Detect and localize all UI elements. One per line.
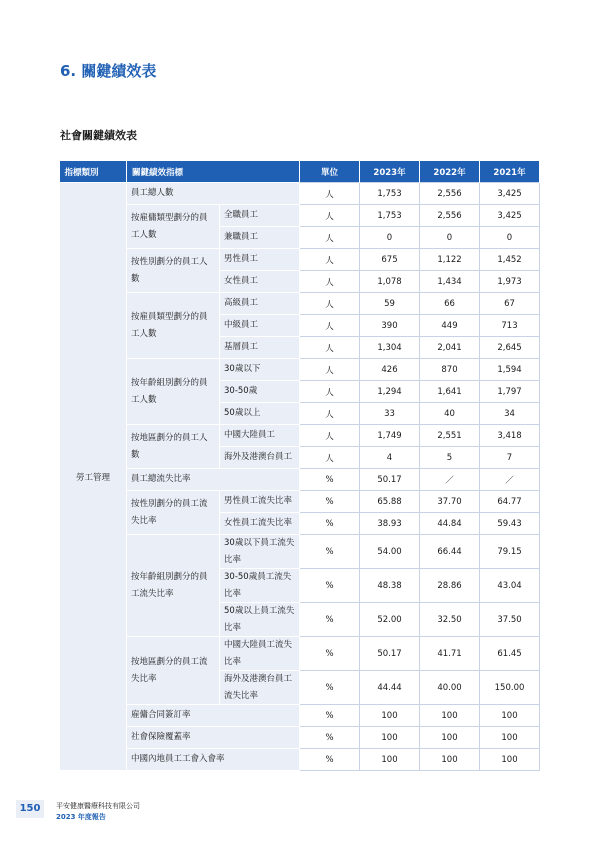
value-2023: 52.00 bbox=[360, 603, 420, 637]
sub-indicator-label: 中國大陸員工 bbox=[220, 425, 300, 447]
table-row bbox=[60, 491, 540, 513]
sub-indicator-label: 海外及港澳台員工 bbox=[220, 447, 300, 469]
unit-cell: 人 bbox=[300, 293, 360, 315]
table-header-row bbox=[60, 161, 540, 183]
table-row bbox=[60, 183, 540, 205]
value-2022: 40 bbox=[420, 403, 480, 425]
table-row bbox=[60, 705, 540, 727]
header-2021: 2021年 bbox=[480, 161, 540, 183]
unit-cell: % bbox=[300, 637, 360, 671]
unit-cell: 人 bbox=[300, 227, 360, 249]
value-2022: 100 bbox=[420, 749, 480, 771]
table-row bbox=[60, 727, 540, 749]
group-label: 按雇員類型劃分的員工人數 bbox=[127, 293, 220, 359]
value-2021: 0 bbox=[480, 227, 540, 249]
value-2021: 64.77 bbox=[480, 491, 540, 513]
value-2023: 1,078 bbox=[360, 271, 420, 293]
value-2021: 100 bbox=[480, 749, 540, 771]
value-2022: 0 bbox=[420, 227, 480, 249]
table-row bbox=[60, 359, 540, 381]
unit-cell: 人 bbox=[300, 271, 360, 293]
table-row bbox=[60, 293, 540, 315]
sub-indicator-label: 全職員工 bbox=[220, 205, 300, 227]
value-2021: 1,452 bbox=[480, 249, 540, 271]
footer-report-name: 2023 年度報告 bbox=[56, 813, 106, 821]
unit-cell: % bbox=[300, 569, 360, 603]
unit-cell: 人 bbox=[300, 315, 360, 337]
unit-cell: 人 bbox=[300, 249, 360, 271]
value-2023: 1,304 bbox=[360, 337, 420, 359]
sub-indicator-label: 兼職員工 bbox=[220, 227, 300, 249]
value-2021: 34 bbox=[480, 403, 540, 425]
value-2022: 100 bbox=[420, 727, 480, 749]
value-2022: 40.00 bbox=[420, 671, 480, 705]
value-2022: ／ bbox=[420, 469, 480, 491]
group-label: 按性別劃分的員工人數 bbox=[127, 249, 220, 293]
value-2022: 37.70 bbox=[420, 491, 480, 513]
unit-cell: 人 bbox=[300, 381, 360, 403]
value-2021: 2,645 bbox=[480, 337, 540, 359]
value-2021: 37.50 bbox=[480, 603, 540, 637]
value-2021: 1,973 bbox=[480, 271, 540, 293]
unit-cell: 人 bbox=[300, 403, 360, 425]
value-2023: 59 bbox=[360, 293, 420, 315]
unit-cell: 人 bbox=[300, 337, 360, 359]
sub-indicator-label: 中國大陸員工流失比率 bbox=[220, 637, 300, 671]
value-2021: 7 bbox=[480, 447, 540, 469]
value-2022: 100 bbox=[420, 705, 480, 727]
indicator-label: 雇傭合同簽訂率 bbox=[127, 705, 300, 727]
value-2023: 390 bbox=[360, 315, 420, 337]
value-2023: 426 bbox=[360, 359, 420, 381]
value-2022: 28.86 bbox=[420, 569, 480, 603]
value-2021: 100 bbox=[480, 727, 540, 749]
table-row bbox=[60, 469, 540, 491]
value-2021: 59.43 bbox=[480, 513, 540, 535]
group-label: 按年齡組別劃分的員工流失比率 bbox=[127, 535, 220, 637]
value-2023: 4 bbox=[360, 447, 420, 469]
unit-cell: % bbox=[300, 513, 360, 535]
unit-cell: % bbox=[300, 705, 360, 727]
sub-indicator-label: 30歲以下員工流失比率 bbox=[220, 535, 300, 569]
indicator-label: 中國內地員工工會入會率 bbox=[127, 749, 300, 771]
unit-cell: % bbox=[300, 749, 360, 771]
value-2023: 1,294 bbox=[360, 381, 420, 403]
value-2023: 1,753 bbox=[360, 205, 420, 227]
value-2021: 79.15 bbox=[480, 535, 540, 569]
value-2021: 3,418 bbox=[480, 425, 540, 447]
page-number: 150 bbox=[16, 800, 44, 818]
value-2022: 2,556 bbox=[420, 183, 480, 205]
sub-indicator-label: 50歲以上 bbox=[220, 403, 300, 425]
value-2022: 870 bbox=[420, 359, 480, 381]
sub-indicator-label: 女性員工 bbox=[220, 271, 300, 293]
value-2022: 2,556 bbox=[420, 205, 480, 227]
header-2022: 2022年 bbox=[420, 161, 480, 183]
value-2023: 675 bbox=[360, 249, 420, 271]
sub-indicator-label: 30-50歲 bbox=[220, 381, 300, 403]
value-2021: 3,425 bbox=[480, 205, 540, 227]
value-2022: 41.71 bbox=[420, 637, 480, 671]
group-label: 按性別劃分的員工流失比率 bbox=[127, 491, 220, 535]
footer-company-name: 平安健康醫療科技有限公司 bbox=[56, 802, 140, 810]
indicator-label: 員工總人數 bbox=[127, 183, 300, 205]
value-2022: 66 bbox=[420, 293, 480, 315]
value-2022: 32.50 bbox=[420, 603, 480, 637]
value-2021: 713 bbox=[480, 315, 540, 337]
table-subtitle: 社會關鍵績效表 bbox=[60, 129, 137, 142]
unit-cell: 人 bbox=[300, 183, 360, 205]
value-2023: 38.93 bbox=[360, 513, 420, 535]
sub-indicator-label: 基層員工 bbox=[220, 337, 300, 359]
value-2023: 0 bbox=[360, 227, 420, 249]
category-cell: 勞工管理 bbox=[60, 183, 127, 771]
header-2023: 2023年 bbox=[360, 161, 420, 183]
value-2023: 1,753 bbox=[360, 183, 420, 205]
sub-indicator-label: 女性員工流失比率 bbox=[220, 513, 300, 535]
value-2022: 1,122 bbox=[420, 249, 480, 271]
indicator-label: 社會保險覆蓋率 bbox=[127, 727, 300, 749]
value-2023: 100 bbox=[360, 749, 420, 771]
value-2021: ／ bbox=[480, 469, 540, 491]
value-2023: 44.44 bbox=[360, 671, 420, 705]
value-2023: 1,749 bbox=[360, 425, 420, 447]
value-2022: 44.84 bbox=[420, 513, 480, 535]
unit-cell: % bbox=[300, 535, 360, 569]
group-label: 按地區劃分的員工人數 bbox=[127, 425, 220, 469]
sub-indicator-label: 男性員工 bbox=[220, 249, 300, 271]
value-2021: 3,425 bbox=[480, 183, 540, 205]
kpi-table bbox=[59, 161, 540, 771]
value-2022: 5 bbox=[420, 447, 480, 469]
unit-cell: 人 bbox=[300, 205, 360, 227]
value-2021: 1,594 bbox=[480, 359, 540, 381]
unit-cell: % bbox=[300, 469, 360, 491]
sub-indicator-label: 50歲以上員工流失比率 bbox=[220, 603, 300, 637]
value-2023: 33 bbox=[360, 403, 420, 425]
group-label: 按年齡組別劃分的員工人數 bbox=[127, 359, 220, 425]
value-2022: 1,434 bbox=[420, 271, 480, 293]
indicator-label: 員工總流失比率 bbox=[127, 469, 300, 491]
value-2021: 150.00 bbox=[480, 671, 540, 705]
header-unit: 單位 bbox=[300, 161, 360, 183]
value-2022: 2,041 bbox=[420, 337, 480, 359]
table-row bbox=[60, 637, 540, 671]
sub-indicator-label: 中級員工 bbox=[220, 315, 300, 337]
value-2023: 65.88 bbox=[360, 491, 420, 513]
value-2022: 2,551 bbox=[420, 425, 480, 447]
unit-cell: 人 bbox=[300, 359, 360, 381]
unit-cell: 人 bbox=[300, 425, 360, 447]
unit-cell: % bbox=[300, 603, 360, 637]
group-label: 按雇傭類型劃分的員工人數 bbox=[127, 205, 220, 249]
header-category: 指標類別 bbox=[60, 161, 127, 183]
sub-indicator-label: 30-50歲員工流失比率 bbox=[220, 569, 300, 603]
unit-cell: % bbox=[300, 727, 360, 749]
value-2023: 100 bbox=[360, 727, 420, 749]
unit-cell: 人 bbox=[300, 447, 360, 469]
table-row bbox=[60, 425, 540, 447]
value-2022: 1,641 bbox=[420, 381, 480, 403]
value-2022: 449 bbox=[420, 315, 480, 337]
sub-indicator-label: 30歲以下 bbox=[220, 359, 300, 381]
value-2021: 61.45 bbox=[480, 637, 540, 671]
sub-indicator-label: 高級員工 bbox=[220, 293, 300, 315]
value-2021: 43.04 bbox=[480, 569, 540, 603]
value-2021: 100 bbox=[480, 705, 540, 727]
value-2023: 54.00 bbox=[360, 535, 420, 569]
value-2023: 50.17 bbox=[360, 469, 420, 491]
section-title: 6. 關鍵績效表 bbox=[60, 62, 157, 80]
header-indicator: 關鍵績效指標 bbox=[127, 161, 300, 183]
value-2023: 50.17 bbox=[360, 637, 420, 671]
table-row bbox=[60, 249, 540, 271]
value-2021: 1,797 bbox=[480, 381, 540, 403]
unit-cell: % bbox=[300, 671, 360, 705]
value-2022: 66.44 bbox=[420, 535, 480, 569]
unit-cell: % bbox=[300, 491, 360, 513]
value-2023: 100 bbox=[360, 705, 420, 727]
group-label: 按地區劃分的員工流失比率 bbox=[127, 637, 220, 705]
table-row bbox=[60, 205, 540, 227]
table-row bbox=[60, 535, 540, 569]
value-2023: 48.38 bbox=[360, 569, 420, 603]
sub-indicator-label: 男性員工流失比率 bbox=[220, 491, 300, 513]
sub-indicator-label: 海外及港澳台員工流失比率 bbox=[220, 671, 300, 705]
table-row bbox=[60, 749, 540, 771]
value-2021: 67 bbox=[480, 293, 540, 315]
